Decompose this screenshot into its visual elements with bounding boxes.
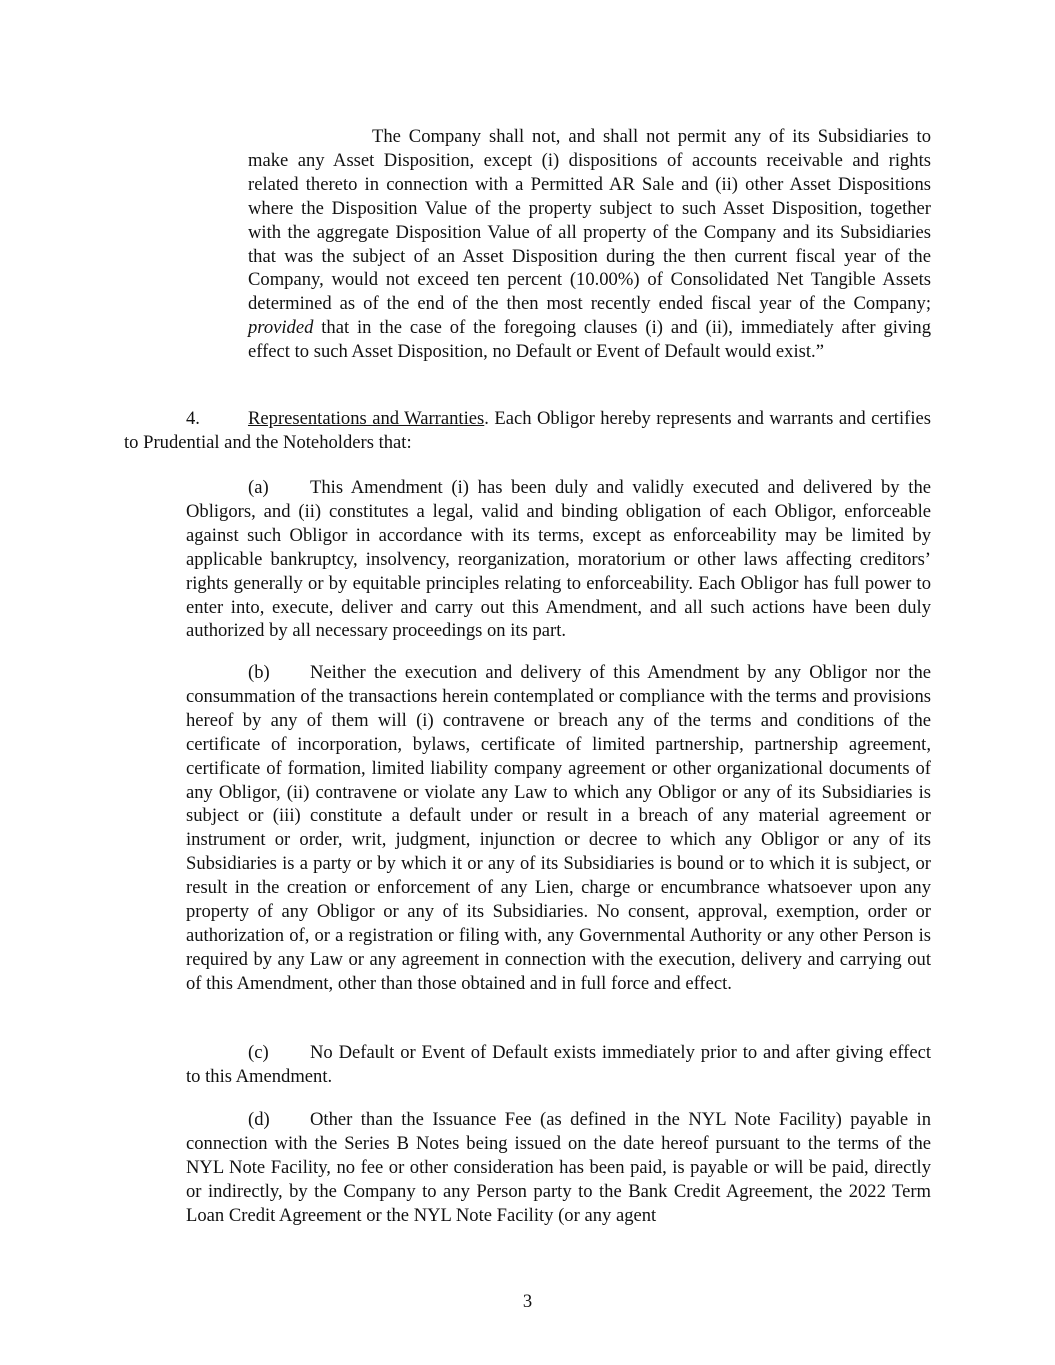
clause-label: (b) [248, 662, 270, 683]
section-number: 4. [186, 408, 200, 429]
section-heading-punct: . [484, 408, 489, 429]
clause-text: Neither the execution and delivery of this Amendment by any Obligor nor the consummation of the transactions herein contemplated or compliance with the terms and provisions hereof by any of them will (i) contravene or breach any of the terms and conditions of the certificate of incorporation, bylaws, certificate of limited partnership, partnership agreement, certificate of formation, limited liability company agreement or other organizational documents of any Obligor, (ii) contravene or violate any Law to which any Obligor or any of its Subsidiaries is subject or (iii) constitute a default under or result in a breach of any material agreement or instrument or order, writ, judgment, injunction or decree to which any Obligor or any of its Subsidiaries is a party or by which it or any of its Subsidiaries is bound or to which it is subject, or result in the creation or enforcement of any Lien, charge or encumbrance whatsoever upon any property of any Obligor or any of its Subsidiaries. No consent, approval, exemption, order or authorization of, or a registration or filing with, any Governmental Authority or any other Person is required by any Law or any agreement in connection with the execution, delivery and carrying out of this Amendment, other than those obtained and in full force and effect. [186, 662, 931, 994]
clause-text: Other than the Issuance Fee (as defined in the NYL Note Facility) payable in connection with the Series B Notes being issued on the date hereof pursuant to the terms of the NYL Note Facility, no fee or other consideration has been paid, is payable or will be paid, directly or indirectly, by the Company to any Person party to the Bank Credit Agreement, the 2022 Term Loan Credit Agreement or the NYL Note Facility (or any agent [186, 1109, 931, 1226]
clause-text: No Default or Event of Default exists immediately prior to and after giving effect to this Amendment. [186, 1042, 931, 1087]
page-number: 3 [522, 1291, 533, 1312]
clause-label: (c) [248, 1042, 269, 1063]
provided-italic: provided [248, 317, 314, 339]
clause-label: (a) [248, 477, 269, 498]
section-4-paragraph [124, 407, 931, 455]
section-4-text: Each Obligor hereby represents and warrants and certifies to Prudential and the Noteholders that: [124, 408, 931, 453]
section-heading: Representations and Warranties [248, 408, 485, 429]
clause-a-paragraph [186, 476, 931, 643]
clause-c-paragraph [186, 1041, 931, 1089]
clause-label: (d) [248, 1109, 270, 1130]
clause-b-paragraph [186, 661, 931, 996]
clause-text: This Amendment (i) has been duly and validly executed and delivered by the Obligors, and (ii) constitutes a legal, valid and binding obligation of each Obligor, enforceable against such Obligor in accordance with its terms, except as enforceability may be limited by applicable bankruptcy, insolvency, reorganization, moratorium or other laws affecting creditors’ rights generally or by equitable principles relating to enforceability. Each Obligor has full power to enter into, execute, deliver and carry out this Amendment, and all such actions have been duly authorized by all necessary proceedings on its part. [186, 477, 931, 642]
clause-d-paragraph [186, 1108, 931, 1228]
asset-disposition-paragraph [248, 125, 931, 364]
asset-disposition-text-end: that in the case of the foregoing clauses (i) and (ii), immediately after giving effect to such Asset Disposition, no Default or Event of Default would exist.” [248, 317, 931, 363]
asset-disposition-text: The Company shall not, and shall not permit any of its Subsidiaries to make any Asset Disposition, except (i) dispositions of accounts receivable and rights related thereto in connection with a Permitted AR Sale and (ii) other Asset Dispositions where the Disposition Value of the property subject to such Asset Disposition, together with the aggregate Disposition Value of all property of the Company and its Subsidiaries that was the subject of an Asset Disposition during the then current fiscal year of the Company, would not exceed ten percent (10.00%) of Consolidated Net Tangible Assets determined as of the end of the then most recently ended fiscal year of the Company; [248, 126, 931, 315]
